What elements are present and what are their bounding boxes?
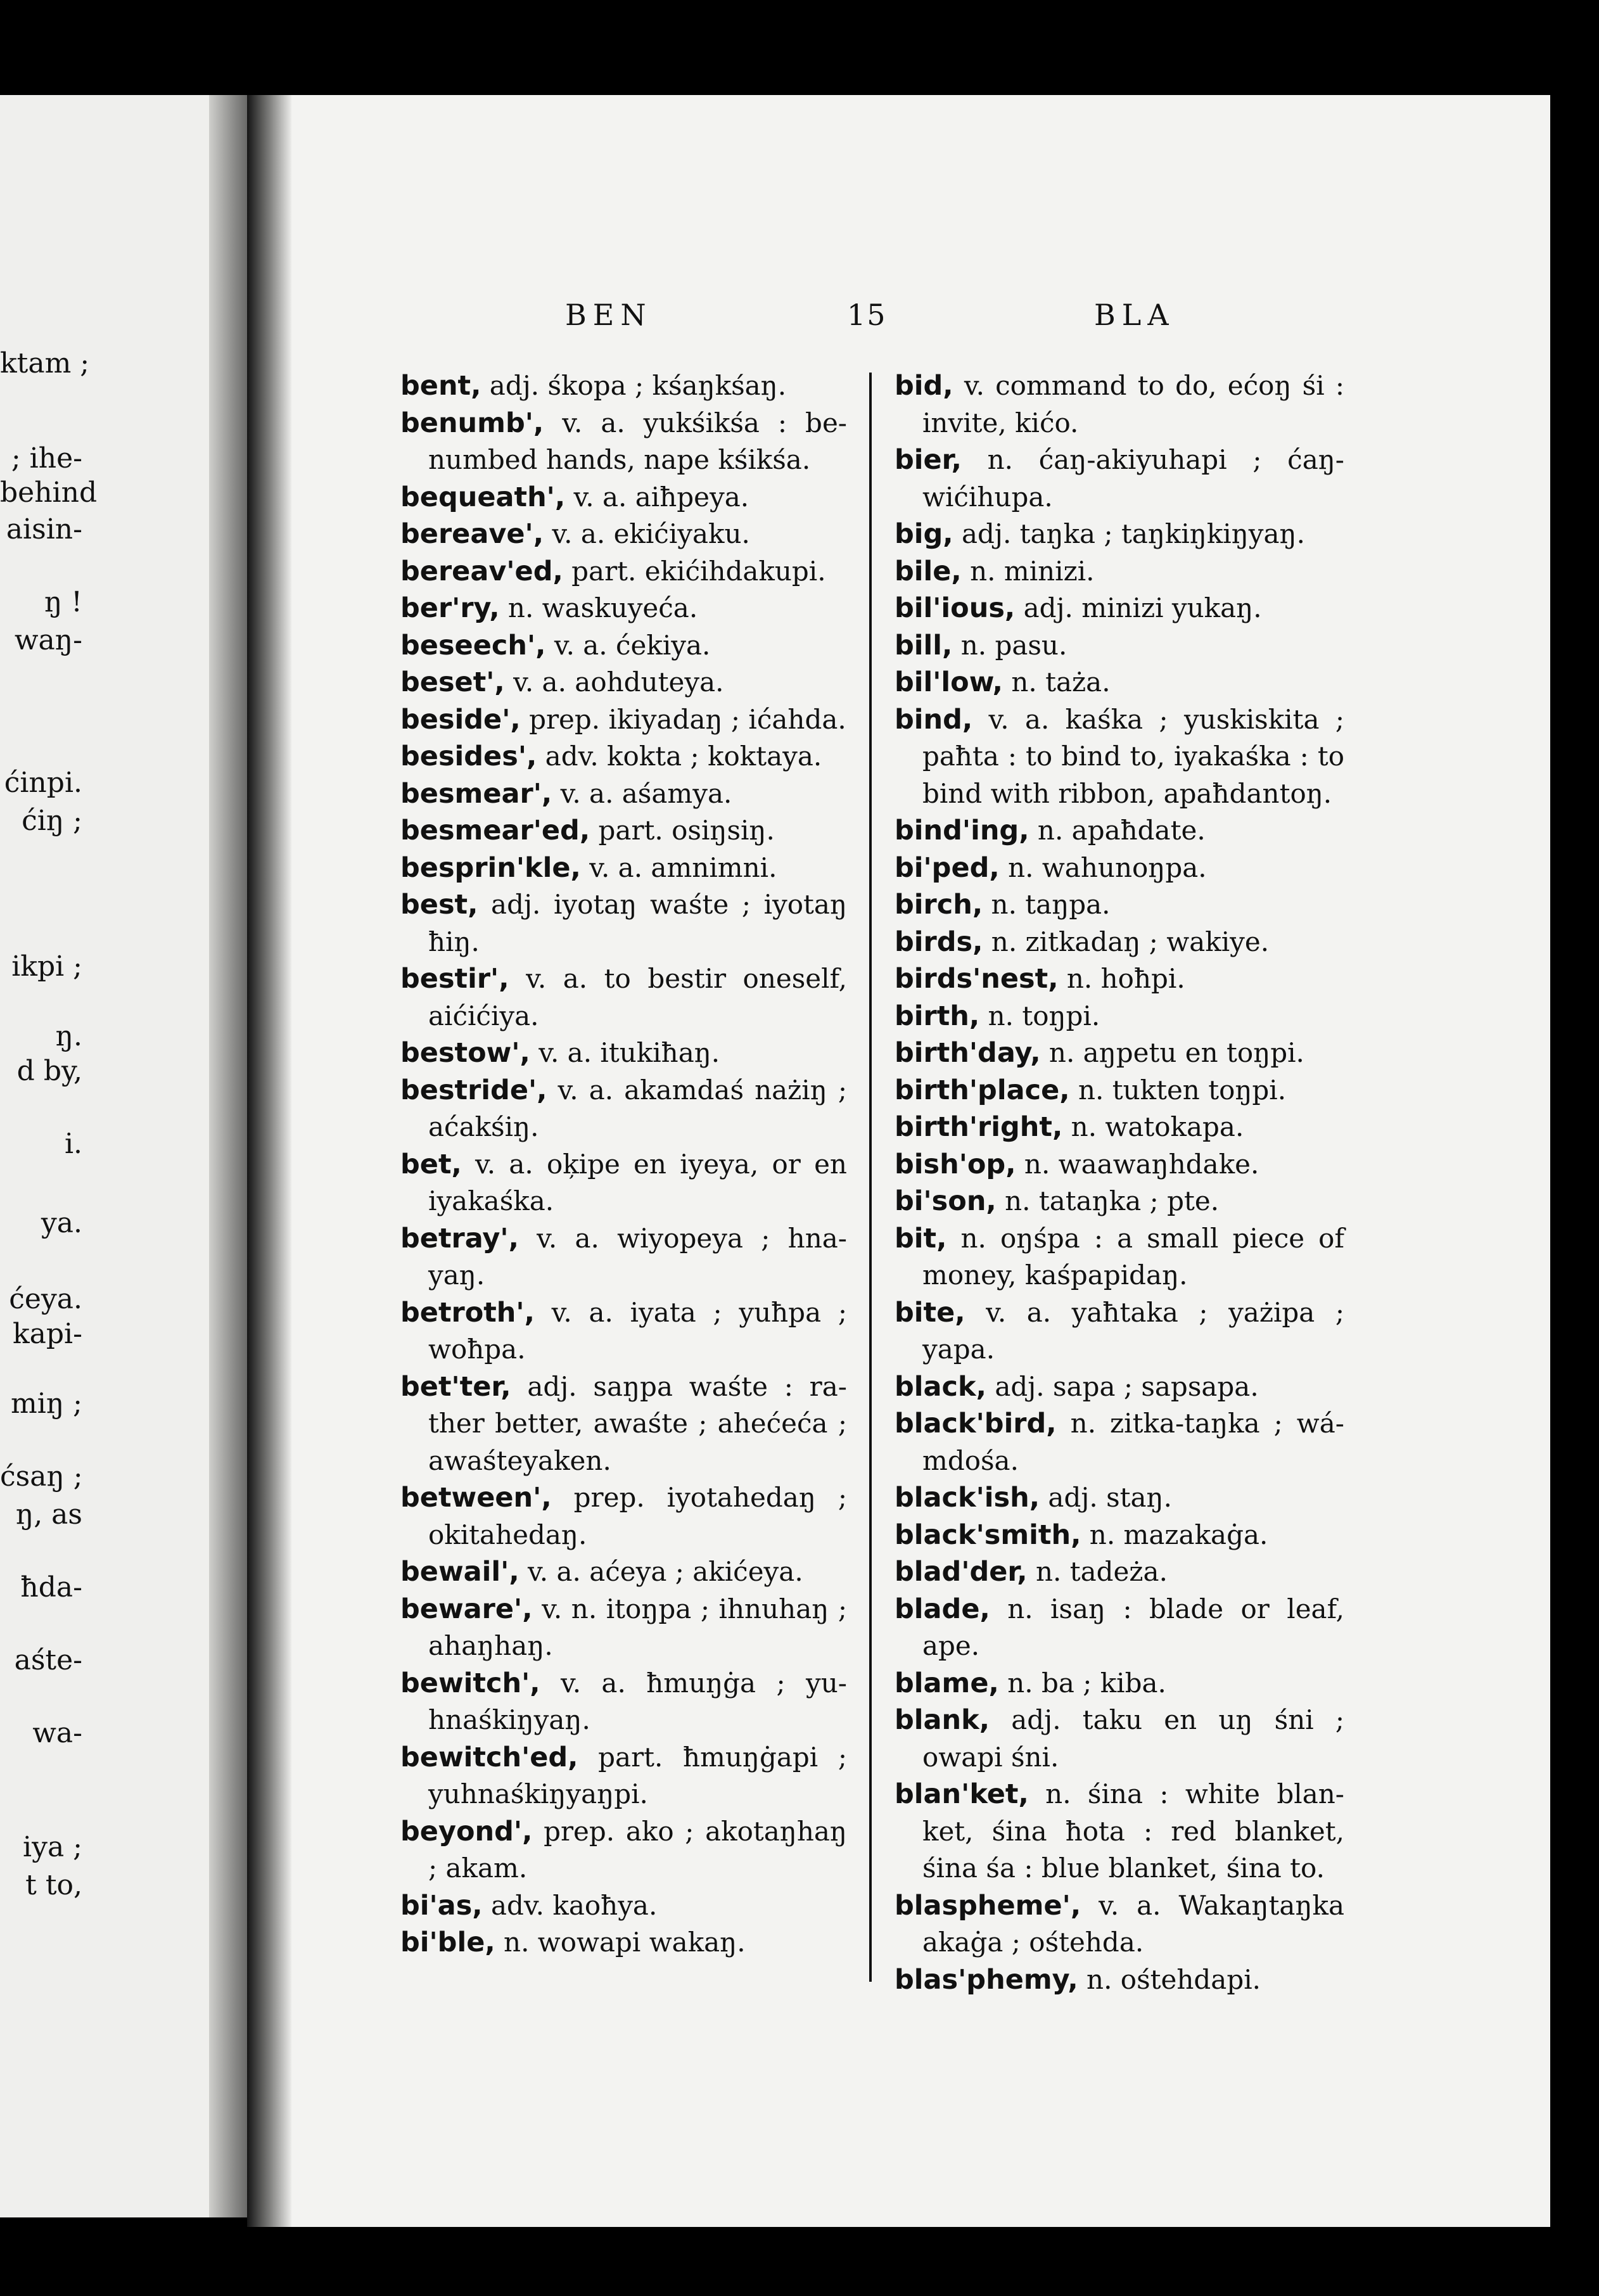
headword: black'bird,	[895, 1408, 1057, 1439]
headword: birch,	[895, 889, 983, 921]
column-divider	[869, 373, 872, 1982]
dictionary-entry	[400, 1553, 847, 1591]
previous-page-line: ćsaŋ ;	[0, 1460, 83, 1493]
dictionary-entry	[895, 1961, 1344, 1999]
headword: birth'day,	[895, 1037, 1041, 1069]
dictionary-entry	[400, 367, 847, 405]
headword: besmear',	[400, 777, 552, 810]
dictionary-entry	[400, 1813, 847, 1887]
previous-page-line: t to,	[25, 1869, 82, 1901]
definition: v. a. ħmuŋġa ; yuhnaśkiŋyaŋ.	[428, 1667, 847, 1735]
previous-page-line: ħda-	[20, 1571, 82, 1604]
headword: bi'ble,	[400, 1927, 495, 1958]
dictionary-entry	[400, 516, 847, 553]
headword: bereave',	[400, 518, 544, 550]
headword: bet'ter,	[400, 1370, 511, 1403]
headword: birth,	[895, 1000, 980, 1032]
definition: adv. kokta ; koktaya.	[537, 741, 822, 772]
definition: v. a. oķipe en iyeya, or en iyakaśka.	[428, 1148, 847, 1216]
previous-page-line: behind	[0, 476, 98, 509]
headword: ber'ry,	[400, 592, 500, 624]
headword: bestride',	[400, 1074, 547, 1106]
dictionary-entry	[895, 998, 1344, 1035]
dictionary-entry	[895, 1479, 1344, 1517]
headword: birth'right,	[895, 1111, 1063, 1143]
dictionary-entry	[400, 1924, 847, 1961]
definition: v. a. kaśka ; yuskiskita ; paħta : to bind to, iyakaśka : to bind with ribbon, apaħdantoŋ.	[922, 703, 1344, 809]
definition: v. a. aćeya ; akićeya.	[519, 1556, 803, 1587]
headword: bile,	[895, 555, 962, 587]
headword: birth'place,	[895, 1074, 1070, 1106]
definition: v. a. Wakaŋtaŋka akaġa ; ośtehda.	[922, 1889, 1344, 1958]
definition: n. aŋpetu en toŋpi.	[1040, 1037, 1304, 1068]
definition: n. śina : white blanket, śina ħota : red blanket, śina śa : blue blanket, śina to.	[922, 1778, 1344, 1884]
definition: prep. iyotahedaŋ ; okitahedaŋ.	[428, 1482, 847, 1550]
definition: adj. saŋpa waśte : rather better, awaśte ; ahećeća ; awaśteyaken.	[428, 1370, 847, 1476]
dictionary-entry	[895, 1405, 1344, 1479]
previous-page-line: d by,	[16, 1055, 82, 1087]
definition: n. waawaŋhdake.	[1016, 1148, 1259, 1180]
dictionary-entry	[400, 850, 847, 887]
definition: v. a. iyata ; yuħpa ; woħpa.	[428, 1296, 847, 1365]
dictionary-entry	[400, 1368, 847, 1480]
headword: between',	[400, 1482, 552, 1514]
dictionary-entry	[895, 924, 1344, 961]
dictionary-entry	[895, 701, 1344, 813]
dictionary-entry	[400, 1479, 847, 1553]
definition: n. wahunoŋpa.	[999, 851, 1207, 883]
definition: n. apaħdate.	[1029, 815, 1206, 846]
headword: besprin'kle,	[400, 851, 581, 884]
previous-page-line: kapi-	[13, 1318, 82, 1350]
headword: bequeath',	[400, 481, 566, 513]
dictionary-entry	[895, 886, 1344, 924]
definition: n. tataŋka ; pte.	[996, 1185, 1220, 1216]
definition: part. osiŋsiŋ.	[590, 815, 775, 846]
definition: v. a. wiyopeya ; hnayaŋ.	[428, 1222, 847, 1291]
dictionary-entry	[400, 1072, 847, 1146]
dictionary-entry	[400, 553, 847, 590]
definition: n. minizi.	[961, 555, 1095, 587]
dictionary-entry	[400, 1591, 847, 1665]
page-edge-shadow	[247, 95, 291, 2227]
previous-page-line: miŋ ;	[11, 1387, 82, 1420]
previous-page-line: ; ihe-	[11, 442, 82, 475]
headword: bil'low,	[895, 666, 1003, 698]
headword: bil'ious,	[895, 592, 1016, 624]
headword: bereav'ed,	[400, 555, 563, 587]
dictionary-entry	[895, 1553, 1344, 1591]
headword: beseech',	[400, 629, 546, 661]
previous-page-line: ćiŋ ;	[22, 805, 82, 837]
previous-page-line: i.	[64, 1128, 82, 1160]
definition: v. a. akamdaś nażiŋ ; aćakśiŋ.	[428, 1074, 847, 1142]
dictionary-entry	[400, 1035, 847, 1072]
headword: bewail',	[400, 1556, 519, 1588]
definition: adj. iyotaŋ waśte ; iyotaŋ ħiŋ.	[428, 889, 847, 957]
dictionary-entry	[400, 1146, 847, 1220]
headword: black'smith,	[895, 1519, 1081, 1551]
previous-page-line: ya.	[41, 1207, 82, 1239]
definition: n. hoħpi.	[1058, 963, 1185, 994]
headword: big,	[895, 518, 953, 550]
dictionary-entry	[400, 405, 847, 479]
dictionary-entry	[400, 1294, 847, 1368]
dictionary-entry	[895, 850, 1344, 887]
definition: n. taŋpa.	[983, 889, 1111, 920]
headword: bestir',	[400, 963, 509, 995]
dictionary-entry	[400, 590, 847, 627]
definition: n. tadeża.	[1027, 1556, 1168, 1587]
definition: n. taża.	[1003, 666, 1111, 698]
dictionary-entry	[400, 1220, 847, 1294]
previous-page-line: waŋ-	[14, 624, 82, 656]
headword: bind,	[895, 703, 973, 736]
definition: adj. taŋka ; taŋkiŋkiŋyaŋ.	[953, 518, 1305, 549]
headword: bestow',	[400, 1037, 530, 1069]
headword: bish'op,	[895, 1148, 1016, 1180]
definition: n. wowapi wakaŋ.	[495, 1927, 746, 1958]
headword: besmear'ed,	[400, 815, 590, 846]
dictionary-entry	[400, 479, 847, 516]
previous-page-line: ćinpi.	[4, 767, 82, 799]
headword: blade,	[895, 1593, 990, 1625]
definition: part. ħmuŋġapi ; yuhnaśkiŋyaŋpi.	[428, 1741, 847, 1809]
headword: blas'phemy,	[895, 1963, 1078, 1996]
definition: n. ośtehdapi.	[1078, 1963, 1261, 1995]
dictionary-entry	[895, 812, 1344, 850]
headword: bier,	[895, 444, 962, 476]
headword: bill,	[895, 629, 953, 661]
previous-page-line: ćeya.	[9, 1283, 82, 1315]
definition: v. a. yaħtaka ; yażipa ; yapa.	[922, 1296, 1344, 1365]
headword: beside',	[400, 703, 521, 736]
previous-page-line: ŋ !	[44, 586, 82, 618]
dictionary-entry	[895, 1702, 1344, 1776]
headword: bewitch',	[400, 1667, 540, 1699]
headword: blaspheme',	[895, 1889, 1081, 1922]
dictionary-entry	[400, 960, 847, 1035]
headword: bi'as,	[400, 1889, 483, 1922]
definition: adj. taku en uŋ śni ; owapi śni.	[922, 1704, 1344, 1773]
headword: benumb',	[400, 407, 544, 439]
dictionary-entry	[400, 627, 847, 665]
headword: blank,	[895, 1704, 990, 1736]
definition: v. a. aśamya.	[552, 777, 732, 809]
previous-page-line: iya ;	[23, 1831, 82, 1863]
definition: v. a. to bestir oneself, aićićiya.	[428, 963, 847, 1031]
dictionary-entry	[895, 1591, 1344, 1665]
headword: bewitch'ed,	[400, 1741, 578, 1773]
headword: beware',	[400, 1593, 533, 1625]
definition: v. a. aohduteya.	[504, 666, 724, 698]
definition: n. ćaŋ-akiyuhapi ; ćaŋwićihupa.	[922, 444, 1344, 513]
running-head-right: BLA	[1094, 298, 1175, 332]
definition: v. n. itoŋpa ; ihnuhaŋ ; ahaŋhaŋ.	[428, 1593, 847, 1661]
dictionary-entry	[400, 775, 847, 813]
dictionary-entry	[400, 1665, 847, 1739]
headword: bind'ing,	[895, 815, 1029, 846]
previous-page-line: aisin-	[6, 513, 82, 545]
dictionary-entry	[895, 1368, 1344, 1406]
dictionary-entry	[400, 1887, 847, 1925]
running-head-left: BEN	[565, 298, 653, 332]
headword: bid,	[895, 370, 953, 402]
dictionary-entry	[400, 664, 847, 701]
headword: bent,	[400, 370, 481, 402]
headword: beyond',	[400, 1815, 533, 1847]
dictionary-entry	[895, 1517, 1344, 1554]
definition: v. a. amnimni.	[580, 851, 777, 883]
headword: bi'ped,	[895, 851, 1000, 884]
left-column	[400, 367, 847, 1961]
right-column	[895, 367, 1344, 1998]
page-number: 15	[847, 298, 887, 332]
dictionary-entry	[895, 1035, 1344, 1072]
headword: black,	[895, 1370, 986, 1403]
previous-page-line: ŋ.	[55, 1020, 82, 1052]
headword: birds,	[895, 926, 983, 958]
previous-page-line: wa-	[32, 1717, 82, 1749]
dictionary-entry	[895, 1776, 1344, 1887]
dictionary-entry	[895, 367, 1344, 442]
headword: blan'ket,	[895, 1778, 1029, 1810]
dictionary-entry	[895, 442, 1344, 516]
previous-page-line: ktam ;	[0, 347, 90, 379]
definition: n. watokapa.	[1062, 1111, 1244, 1142]
definition: adj. śkopa ; kśaŋkśaŋ.	[481, 370, 787, 401]
dictionary-entry	[895, 590, 1344, 627]
definition: adj. staŋ.	[1040, 1482, 1172, 1513]
definition: v. a. ekićiyaku.	[544, 518, 750, 549]
dictionary-entry	[895, 1665, 1344, 1702]
definition: n. zitka-taŋka ; wámdośa.	[922, 1408, 1344, 1476]
headword: blame,	[895, 1667, 999, 1699]
definition: v. a. itukiħaŋ.	[530, 1037, 720, 1068]
definition: prep. ako ; akotaŋhaŋ ; akam.	[428, 1815, 847, 1884]
dictionary-entry	[895, 1146, 1344, 1183]
dictionary-page	[261, 95, 1550, 2227]
definition: n. tukten toŋpi.	[1069, 1074, 1287, 1106]
dictionary-entry	[400, 812, 847, 850]
definition: n. oŋśpa : a small piece of money, kaśpapidaŋ.	[922, 1222, 1344, 1291]
previous-page-line: ŋ, as	[15, 1498, 82, 1531]
dictionary-entry	[895, 553, 1344, 590]
dictionary-entry	[400, 701, 847, 739]
headword: blad'der,	[895, 1556, 1028, 1588]
headword: besides',	[400, 741, 537, 772]
headword: bet,	[400, 1148, 462, 1180]
headword: bit,	[895, 1222, 947, 1254]
headword: beset',	[400, 666, 505, 698]
definition: v. command to do, ećoŋ śi : invite, kićo.	[922, 370, 1344, 438]
definition: n. zitkadaŋ ; wakiye.	[983, 926, 1270, 957]
dictionary-entry	[400, 738, 847, 775]
headword: betroth',	[400, 1296, 535, 1329]
definition: n. toŋpi.	[979, 1000, 1100, 1031]
headword: birds'nest,	[895, 963, 1059, 995]
dictionary-entry	[895, 664, 1344, 701]
previous-page-line: aśte-	[14, 1644, 82, 1676]
headword: bi'son,	[895, 1185, 997, 1217]
dictionary-entry	[895, 627, 1344, 665]
definition: v. a. yukśikśa : benumbed hands, nape kśikśa.	[428, 407, 847, 475]
headword: black'ish,	[895, 1482, 1040, 1514]
previous-page-line: ikpi ;	[11, 950, 82, 983]
dictionary-entry	[895, 516, 1344, 553]
headword: bite,	[895, 1296, 965, 1329]
definition: v. a. aiħpeya.	[565, 481, 749, 513]
definition: n. ba ; kiba.	[998, 1667, 1166, 1699]
dictionary-entry	[400, 886, 847, 960]
definition: v. a. ćekiya.	[545, 629, 711, 661]
headword: best,	[400, 889, 478, 921]
headword: betray',	[400, 1222, 519, 1254]
dictionary-entry	[400, 1739, 847, 1813]
definition: n. waskuyeća.	[499, 592, 698, 623]
dictionary-entry	[895, 1183, 1344, 1220]
definition: adv. kaoħya.	[482, 1889, 658, 1921]
dictionary-entry	[895, 1220, 1344, 1294]
dictionary-entry	[895, 1109, 1344, 1146]
definition: n. pasu.	[952, 629, 1067, 661]
dictionary-entry	[895, 1072, 1344, 1109]
dictionary-entry	[895, 1887, 1344, 1961]
definition: n. mazakaġa.	[1081, 1519, 1268, 1550]
definition: part. ekićihdakupi.	[563, 555, 826, 587]
definition: prep. ikiyadaŋ ; ićahda.	[520, 703, 846, 735]
dictionary-entry	[895, 1294, 1344, 1368]
definition: n. isaŋ : blade or leaf, ape.	[922, 1593, 1344, 1661]
definition: adj. sapa ; sapsapa.	[986, 1370, 1259, 1402]
dictionary-entry	[895, 960, 1344, 998]
definition: adj. minizi yukaŋ.	[1015, 592, 1262, 623]
